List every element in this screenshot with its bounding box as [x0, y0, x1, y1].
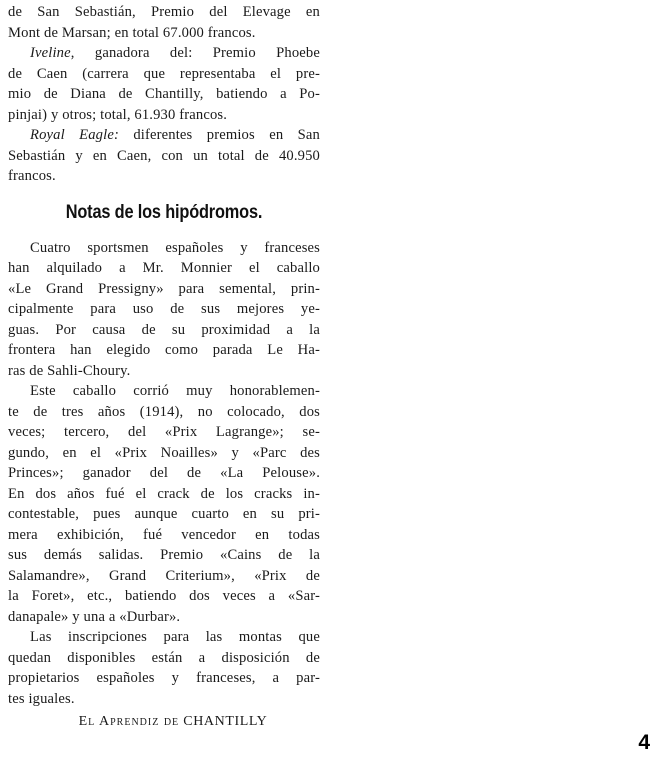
text-line	[8, 566, 320, 587]
text-line	[8, 648, 320, 669]
line-text: quedan disponibles están a disposición de	[8, 649, 320, 666]
text-line	[8, 668, 320, 689]
text-line	[8, 525, 320, 546]
line-text: Cuatro sportsmen españoles y franceses	[30, 239, 320, 256]
page-number: 4	[638, 731, 650, 754]
line-text: Princes»; ganador del de «La Pelouse».	[8, 465, 320, 481]
text-line	[8, 443, 320, 464]
line-text: francos.	[8, 168, 56, 184]
line-text: «Le Grand Pressigny» para semental, prin-	[8, 280, 320, 297]
text-line	[8, 545, 320, 566]
line-text: danapale» y una a «Durbar».	[8, 608, 181, 625]
section-heading: Notas de los hipódromos.	[65, 201, 263, 223]
line-text: propietarios españoles y franceses, a par-	[8, 670, 320, 686]
text-line	[8, 361, 320, 382]
line-text: de Caen (carrera que representaba el pre-	[8, 65, 320, 82]
line-text: de San Sebastián, Premio del Elevage en	[8, 4, 320, 20]
text-line	[8, 607, 320, 628]
line-text: pinjai) y otros; total, 61.930 francos.	[8, 106, 228, 123]
text-line	[8, 299, 320, 320]
line-text: guas. Por causa de su proximidad a la	[8, 321, 320, 338]
text-line	[8, 146, 320, 167]
text-line	[8, 422, 320, 443]
horse-name: Royal Eagle:	[30, 127, 119, 143]
line-text: , ganadora del: Premio Phoebe	[70, 45, 320, 61]
text-line	[8, 23, 320, 44]
text-line	[8, 689, 320, 710]
text-line	[8, 2, 320, 23]
text-line	[8, 238, 320, 259]
line-text: Este caballo corrió muy honorablemen-	[30, 383, 320, 399]
signature-prefix: El Aprendiz de	[78, 714, 180, 729]
text-line	[8, 484, 320, 505]
line-text: mera exhibición, fué vencedor en todas	[8, 526, 320, 543]
text-line	[8, 166, 320, 187]
line-text: cipalmente para uso de sus mejores ye-	[8, 301, 320, 317]
author-signature	[8, 711, 320, 733]
text-line	[8, 105, 320, 126]
line-text: diferentes premios en San	[118, 127, 320, 143]
line-text: Salamandre», Grand Criterium», «Prix de	[8, 567, 320, 584]
line-text: sus demás salidas. Premio «Cains de la	[8, 547, 320, 563]
line-text: gundo, en el «Prix Noailles» y «Parc des	[8, 444, 320, 461]
text-line	[8, 279, 320, 300]
line-text: Mont de Marsan; en total 67.000 francos.	[8, 24, 256, 41]
text-line	[8, 402, 320, 423]
article-column	[8, 2, 320, 733]
line-text: En dos años fué el crack de los cracks in-	[8, 485, 320, 502]
line-text: te de tres años (1914), no colocado, dos	[8, 403, 320, 420]
text-line	[8, 463, 320, 484]
line-text: han alquilado a Mr. Monnier el caballo	[8, 260, 320, 276]
text-line	[8, 320, 320, 341]
line-text: veces; tercero, del «Prix Lagrange»; se-	[8, 424, 320, 440]
text-line	[8, 340, 320, 361]
text-line	[8, 258, 320, 279]
body-paragraphs	[8, 238, 320, 710]
line-text: Las inscripciones para las montas que	[30, 629, 320, 645]
line-text: Sebastián y en Caen, con un total de 40.950	[8, 147, 320, 164]
horse-name: Iveline	[30, 45, 71, 61]
line-text: mio de Diana de Chantilly, batiendo a Po-	[8, 86, 320, 102]
line-text: tes iguales.	[8, 690, 75, 707]
text-line	[8, 504, 320, 525]
text-line	[8, 64, 320, 85]
text-line	[8, 381, 320, 402]
line-text: contestable, pues aunque cuarto en su pri-	[8, 506, 320, 522]
intro-paragraphs	[8, 2, 320, 187]
text-line	[8, 84, 320, 105]
line-text: ras de Sahli-Choury.	[8, 362, 131, 379]
text-line	[8, 627, 320, 648]
signature-name: CHANTILLY	[183, 714, 268, 729]
text-line	[8, 43, 320, 64]
text-line	[8, 586, 320, 607]
text-line	[8, 125, 320, 146]
line-text: frontera han elegido como parada Le Ha-	[8, 342, 320, 358]
line-text: la Foret», etc., batiendo dos veces a «Sar-	[8, 588, 320, 604]
